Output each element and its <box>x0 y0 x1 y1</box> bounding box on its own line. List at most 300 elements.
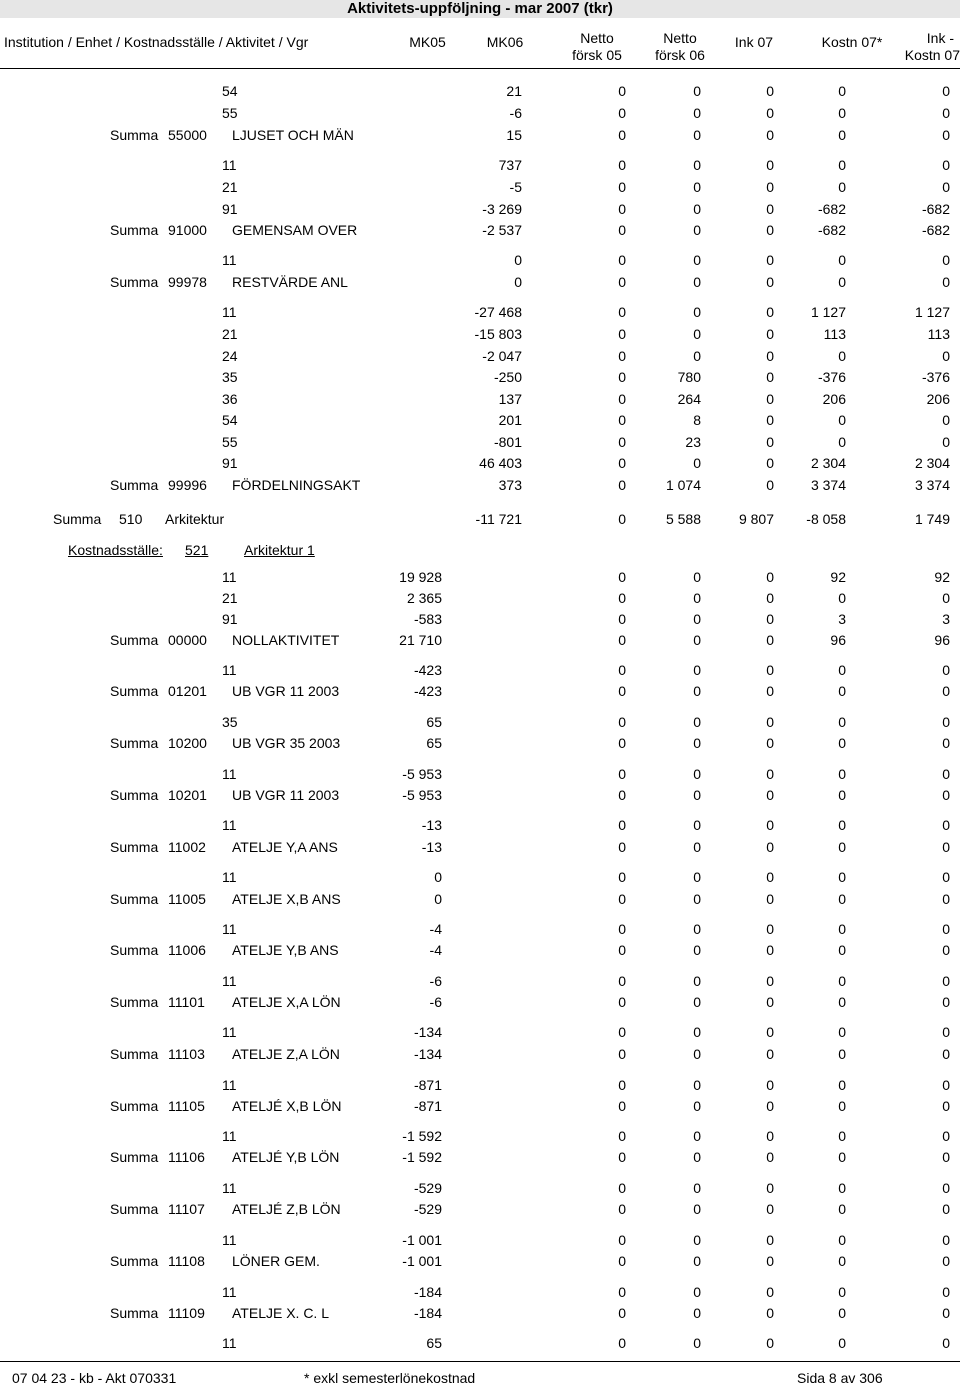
activity-name: NOLLAKTIVITET <box>232 632 340 648</box>
cell-nf05: 0 <box>618 179 626 195</box>
activity-code: 91000 <box>168 222 207 238</box>
cell-kost: 0 <box>838 714 846 730</box>
cell-ink: 0 <box>766 1232 774 1248</box>
footer-divider <box>0 1361 960 1362</box>
table-row <box>0 1333 960 1354</box>
cell-diff: 1 127 <box>914 304 950 320</box>
cell-ink: 0 <box>766 391 774 407</box>
summary-row <box>0 125 960 146</box>
header-mk05: MK05 <box>409 34 446 50</box>
vgr-code: 24 <box>222 348 238 364</box>
cell-nf06: 0 <box>693 787 701 803</box>
cell-nf06: 0 <box>693 1284 701 1300</box>
header-netto-forsk06-line2: försk 06 <box>655 47 705 63</box>
activity-name: ATELJÉ X,B LÖN <box>232 1098 342 1114</box>
cell-kost: 0 <box>838 787 846 803</box>
cell-nf06: 5 588 <box>665 511 701 527</box>
cell-ink: 0 <box>766 942 774 958</box>
cell-nf06: 0 <box>693 1305 701 1321</box>
activity-code: 00000 <box>168 632 207 648</box>
cell-nf05: 0 <box>618 1077 626 1093</box>
cell-diff: 0 <box>942 1201 950 1217</box>
cell-kost: 0 <box>838 973 846 989</box>
cell-nf05: 0 <box>618 105 626 121</box>
cell-mk05: -13 <box>421 817 442 833</box>
table-row <box>0 103 960 124</box>
vgr-code: 54 <box>222 83 238 99</box>
vgr-code: 35 <box>222 714 238 730</box>
cell-mk05: -423 <box>413 683 442 699</box>
vgr-code: 91 <box>222 201 238 217</box>
header-ink-kostn07 <box>886 30 960 64</box>
table-row <box>0 867 960 888</box>
cell-kost: 0 <box>838 348 846 364</box>
table-row <box>0 609 960 630</box>
cell-kost: 0 <box>838 817 846 833</box>
cell-diff: 0 <box>942 942 950 958</box>
cell-mk06: 0 <box>514 252 522 268</box>
vgr-code: 11 <box>222 662 237 678</box>
cell-diff: 2 304 <box>914 455 950 471</box>
summary-row <box>0 1096 960 1117</box>
table-row <box>0 177 960 198</box>
table-row <box>0 919 960 940</box>
table-row <box>0 1282 960 1303</box>
cell-kost: 0 <box>838 1335 846 1351</box>
cell-nf05: 0 <box>618 891 626 907</box>
cell-ink: 0 <box>766 683 774 699</box>
cell-diff: 0 <box>942 1232 950 1248</box>
cell-mk06: -801 <box>493 434 522 450</box>
vgr-code: 11 <box>222 1024 237 1040</box>
cell-nf06: 0 <box>693 348 701 364</box>
cell-mk06: 201 <box>498 412 522 428</box>
cell-nf05: 0 <box>618 869 626 885</box>
cell-nf05: 0 <box>618 477 626 493</box>
table-row <box>0 367 960 388</box>
cell-nf05: 0 <box>618 683 626 699</box>
cell-nf05: 0 <box>618 326 626 342</box>
header-divider <box>0 68 960 69</box>
cell-diff: 0 <box>942 1024 950 1040</box>
cell-kost: 0 <box>838 766 846 782</box>
activity-code: 11103 <box>168 1046 205 1062</box>
cell-kost: 0 <box>838 1253 846 1269</box>
table-row <box>0 1126 960 1147</box>
cell-ink: 0 <box>766 921 774 937</box>
activity-code: 55000 <box>168 127 207 143</box>
activity-name: ATELJE Z,A LÖN <box>232 1046 340 1062</box>
activity-name: ATELJÉ Y,B LÖN <box>232 1149 340 1165</box>
activity-name: FÖRDELNINGSAKT <box>232 477 361 493</box>
cell-ink: 0 <box>766 1098 774 1114</box>
cell-ink: 0 <box>766 179 774 195</box>
cell-mk05: -1 592 <box>402 1128 442 1144</box>
cell-diff: 0 <box>942 891 950 907</box>
summary-row <box>0 940 960 961</box>
cell-nf05: 0 <box>618 83 626 99</box>
cell-kost: 0 <box>838 1149 846 1165</box>
cell-ink: 0 <box>766 1180 774 1196</box>
cell-mk05: -5 953 <box>402 766 442 782</box>
vgr-code: 55 <box>222 105 238 121</box>
cell-mk06: -27 468 <box>474 304 522 320</box>
cell-kost: -682 <box>817 222 846 238</box>
cell-ink: 0 <box>766 632 774 648</box>
header-kostn07: Kostn 07* <box>821 34 883 50</box>
cell-diff: 3 374 <box>914 477 950 493</box>
cell-kost: 0 <box>838 1046 846 1062</box>
cell-nf05: 0 <box>618 511 626 527</box>
cell-ink: 0 <box>766 1128 774 1144</box>
cell-nf06: 0 <box>693 735 701 751</box>
cell-kost: 0 <box>838 1128 846 1144</box>
cell-kost: 0 <box>838 994 846 1010</box>
cell-nf05: 0 <box>618 304 626 320</box>
cell-nf06: 0 <box>693 891 701 907</box>
cell-diff: 96 <box>934 632 950 648</box>
cell-kost: 0 <box>838 942 846 958</box>
cell-nf05: 0 <box>618 632 626 648</box>
cell-nf06: 0 <box>693 569 701 585</box>
cell-ink: 0 <box>766 839 774 855</box>
cell-mk06: -5 <box>509 179 522 195</box>
cell-kost: -8 058 <box>806 511 846 527</box>
cell-nf05: 0 <box>618 434 626 450</box>
summa-label: Summa <box>53 511 102 527</box>
vgr-code: 11 <box>222 252 237 268</box>
cell-nf06: 0 <box>693 1201 701 1217</box>
summa-label: Summa <box>110 632 159 648</box>
cell-nf05: 0 <box>618 1180 626 1196</box>
cell-nf05: 0 <box>618 735 626 751</box>
table-row <box>0 764 960 785</box>
cell-mk05: 65 <box>426 714 442 730</box>
cell-mk05: -134 <box>413 1046 442 1062</box>
cell-nf05: 0 <box>618 455 626 471</box>
summary-row <box>0 475 960 496</box>
cell-nf05: 0 <box>618 973 626 989</box>
vgr-code: 54 <box>222 412 238 428</box>
table-row <box>0 712 960 733</box>
cell-ink: 0 <box>766 994 774 1010</box>
activity-code: 11107 <box>168 1201 205 1217</box>
cell-ink: 0 <box>766 973 774 989</box>
table-row <box>0 199 960 220</box>
cell-nf06: 0 <box>693 1077 701 1093</box>
vgr-code: 11 <box>222 921 237 937</box>
cell-ink: 0 <box>766 127 774 143</box>
cell-ink: 0 <box>766 1335 774 1351</box>
cell-mk05: -6 <box>429 994 442 1010</box>
cell-nf06: 0 <box>693 105 701 121</box>
cell-nf05: 0 <box>618 252 626 268</box>
cell-nf06: 0 <box>693 942 701 958</box>
cell-diff: 0 <box>942 662 950 678</box>
cell-mk05: -184 <box>413 1284 442 1300</box>
activity-code: 10201 <box>168 787 207 803</box>
cell-kost: 0 <box>838 105 846 121</box>
cell-kost: 0 <box>838 683 846 699</box>
header-netto-forsk05-line2: försk 05 <box>572 47 622 63</box>
cell-nf06: 0 <box>693 1335 701 1351</box>
cell-mk05: -529 <box>413 1180 442 1196</box>
cell-ink: 0 <box>766 477 774 493</box>
cell-ink: 0 <box>766 1077 774 1093</box>
cell-ink: 0 <box>766 869 774 885</box>
cell-ink: 0 <box>766 611 774 627</box>
footer-print-info: 07 04 23 - kb - Akt 070331 <box>12 1370 177 1386</box>
cell-mk05: -134 <box>413 1024 442 1040</box>
cell-mk06: 46 403 <box>479 455 522 471</box>
cell-nf06: 23 <box>685 434 701 450</box>
cell-ink: 0 <box>766 662 774 678</box>
cell-kost: 0 <box>838 252 846 268</box>
cell-mk06: -250 <box>493 369 522 385</box>
cell-nf06: 0 <box>693 201 701 217</box>
cell-ink: 0 <box>766 1046 774 1062</box>
activity-name: RESTVÄRDE ANL <box>232 274 348 290</box>
cell-mk05: 65 <box>426 1335 442 1351</box>
vgr-code: 91 <box>222 455 238 471</box>
cell-nf06: 0 <box>693 683 701 699</box>
page-number: Sida 8 av 306 <box>797 1370 883 1386</box>
cell-nf06: 8 <box>693 412 701 428</box>
table-row <box>0 302 960 323</box>
summary-row <box>0 1303 960 1324</box>
cell-kost: 206 <box>822 391 846 407</box>
cell-nf06: 0 <box>693 714 701 730</box>
cell-nf06: 0 <box>693 632 701 648</box>
cell-diff: 0 <box>942 994 950 1010</box>
summary-row <box>0 1251 960 1272</box>
cell-mk06: 21 <box>506 83 522 99</box>
summa-label: Summa <box>110 683 159 699</box>
cell-nf05: 0 <box>618 611 626 627</box>
cell-mk05: -529 <box>413 1201 442 1217</box>
activity-name: ATELJE Y,B ANS <box>232 942 339 958</box>
cell-nf05: 0 <box>618 369 626 385</box>
activity-name: ATELJE X. C. L <box>232 1305 329 1321</box>
summary-row <box>0 1199 960 1220</box>
cell-diff: 0 <box>942 1335 950 1351</box>
header-ink-kostn07-line2: Kostn 07 <box>904 47 960 63</box>
summary-row <box>0 733 960 754</box>
activity-name: GEMENSAM OVER <box>232 222 358 238</box>
cell-ink: 0 <box>766 1024 774 1040</box>
summary-row <box>0 785 960 806</box>
table-row <box>0 588 960 609</box>
cell-mk05: -4 <box>429 921 442 937</box>
header-ink07: Ink 07 <box>734 34 774 50</box>
table-row <box>0 971 960 992</box>
table-row <box>0 660 960 681</box>
cell-ink: 0 <box>766 455 774 471</box>
cell-kost: 113 <box>823 326 846 342</box>
vgr-code: 21 <box>222 590 238 606</box>
summa-label: Summa <box>110 222 159 238</box>
cell-diff: 0 <box>942 683 950 699</box>
cell-diff: 0 <box>942 1305 950 1321</box>
cell-nf05: 0 <box>618 714 626 730</box>
summa-label: Summa <box>110 477 159 493</box>
cell-ink: 0 <box>766 105 774 121</box>
cell-nf06: 0 <box>693 326 701 342</box>
header-netto-forsk06 <box>640 30 720 64</box>
cell-ink: 0 <box>766 274 774 290</box>
cell-nf06: 1 074 <box>665 477 701 493</box>
cell-mk05: 21 710 <box>399 632 442 648</box>
cell-kost: 0 <box>838 662 846 678</box>
cell-nf05: 0 <box>618 817 626 833</box>
table-row <box>0 324 960 345</box>
cell-nf06: 0 <box>693 179 701 195</box>
cell-nf06: 0 <box>693 252 701 268</box>
table-row <box>0 250 960 271</box>
cell-kost: 0 <box>838 1232 846 1248</box>
activity-code: 11105 <box>168 1098 205 1114</box>
cell-kost: 0 <box>838 735 846 751</box>
vgr-code: 11 <box>222 1232 237 1248</box>
cell-mk06: -6 <box>509 105 522 121</box>
cell-diff: -682 <box>921 201 950 217</box>
summa-label: Summa <box>110 1046 159 1062</box>
cell-kost: 0 <box>838 179 846 195</box>
vgr-code: 11 <box>222 869 237 885</box>
vgr-code: 11 <box>222 817 237 833</box>
cell-diff: 0 <box>942 787 950 803</box>
table-row <box>0 567 960 588</box>
cell-mk05: -871 <box>413 1077 442 1093</box>
cell-diff: 0 <box>942 105 950 121</box>
cell-diff: 0 <box>942 1253 950 1269</box>
vgr-code: 21 <box>222 326 238 342</box>
cell-nf06: 0 <box>693 1046 701 1062</box>
cell-nf06: 0 <box>693 611 701 627</box>
cell-nf05: 0 <box>618 1335 626 1351</box>
header-netto-forsk06-line1: Netto <box>663 30 697 46</box>
cell-nf05: 0 <box>618 1284 626 1300</box>
cell-kost: 0 <box>838 921 846 937</box>
cell-kost: 0 <box>838 412 846 428</box>
cell-nf05: 0 <box>618 1024 626 1040</box>
cost-center-name: Arkitektur 1 <box>244 542 315 558</box>
vgr-code: 11 <box>222 569 237 585</box>
cell-nf05: 0 <box>618 1201 626 1217</box>
report-title: Aktivitets-uppföljning - mar 2007 (tkr) <box>0 0 960 18</box>
summa-label: Summa <box>110 274 159 290</box>
cell-mk05: 0 <box>434 891 442 907</box>
cell-diff: 0 <box>942 412 950 428</box>
cell-nf06: 0 <box>693 921 701 937</box>
cell-mk06: 15 <box>506 127 522 143</box>
cell-diff: 0 <box>942 921 950 937</box>
activity-name: ATELJE X,A LÖN <box>232 994 341 1010</box>
cell-diff: 0 <box>942 1284 950 1300</box>
cell-kost: 0 <box>838 157 846 173</box>
cost-center-code: 521 <box>185 542 209 558</box>
vgr-code: 21 <box>222 179 238 195</box>
vgr-code: 11 <box>222 766 237 782</box>
cell-nf05: 0 <box>618 1149 626 1165</box>
cell-mk05: -184 <box>413 1305 442 1321</box>
summary-row <box>0 992 960 1013</box>
cell-nf06: 0 <box>693 455 701 471</box>
summa-label: Summa <box>110 1201 159 1217</box>
cell-diff: 0 <box>942 817 950 833</box>
cell-nf06: 0 <box>693 1128 701 1144</box>
cell-mk05: 65 <box>426 735 442 751</box>
cell-nf06: 264 <box>677 391 701 407</box>
summa-label: Summa <box>110 735 159 751</box>
summa-label: Summa <box>110 994 159 1010</box>
cell-nf06: 0 <box>693 1180 701 1196</box>
table-row <box>0 815 960 836</box>
cell-nf05: 0 <box>618 391 626 407</box>
cell-diff: 0 <box>942 735 950 751</box>
cell-mk05: 0 <box>434 869 442 885</box>
cell-mk05: -6 <box>429 973 442 989</box>
activity-name: ATELJE X,B ANS <box>232 891 341 907</box>
summary-row <box>0 1044 960 1065</box>
cell-kost: 0 <box>838 83 846 99</box>
cell-ink: 0 <box>766 817 774 833</box>
cell-ink: 0 <box>766 714 774 730</box>
header-mk06: MK06 <box>486 34 524 50</box>
cell-kost: 0 <box>838 1180 846 1196</box>
summa-label: Summa <box>110 1098 159 1114</box>
cell-diff: 0 <box>942 1149 950 1165</box>
header-netto-forsk05-line1: Netto <box>580 30 614 46</box>
cell-nf05: 0 <box>618 787 626 803</box>
activity-code: 11006 <box>168 942 206 958</box>
cell-nf06: 0 <box>693 127 701 143</box>
cell-nf06: 0 <box>693 222 701 238</box>
footer-note: * exkl semesterlönekostnad <box>304 1370 476 1386</box>
cell-kost: 92 <box>830 569 846 585</box>
summary-row <box>0 272 960 293</box>
cell-nf05: 0 <box>618 127 626 143</box>
activity-code: 11005 <box>168 891 206 907</box>
cell-nf06: 0 <box>693 1098 701 1114</box>
summa-label: Summa <box>110 1149 159 1165</box>
vgr-code: 36 <box>222 391 238 407</box>
cell-nf06: 0 <box>693 1149 701 1165</box>
summary-row <box>0 630 960 651</box>
cell-nf06: 0 <box>693 1253 701 1269</box>
cell-diff: 0 <box>942 157 950 173</box>
vgr-code: 11 <box>222 973 237 989</box>
cell-kost: 0 <box>838 1305 846 1321</box>
cell-mk05: -1 001 <box>402 1253 442 1269</box>
header-ink-kostn07-line1: Ink - <box>926 30 954 46</box>
table-row <box>0 1230 960 1251</box>
activity-code: 510 <box>119 511 143 527</box>
cell-ink: 0 <box>766 222 774 238</box>
cell-ink: 0 <box>766 326 774 342</box>
cell-nf05: 0 <box>618 1128 626 1144</box>
cell-mk05: -13 <box>421 839 442 855</box>
cell-kost: 0 <box>838 274 846 290</box>
activity-name: UB VGR 35 2003 <box>232 735 341 751</box>
cell-ink: 0 <box>766 304 774 320</box>
activity-name: UB VGR 11 2003 <box>232 683 340 699</box>
table-row <box>0 1178 960 1199</box>
vgr-code: 11 <box>222 1284 237 1300</box>
cell-diff: 0 <box>942 839 950 855</box>
header-netto-forsk05 <box>557 30 637 64</box>
cell-nf05: 0 <box>618 994 626 1010</box>
